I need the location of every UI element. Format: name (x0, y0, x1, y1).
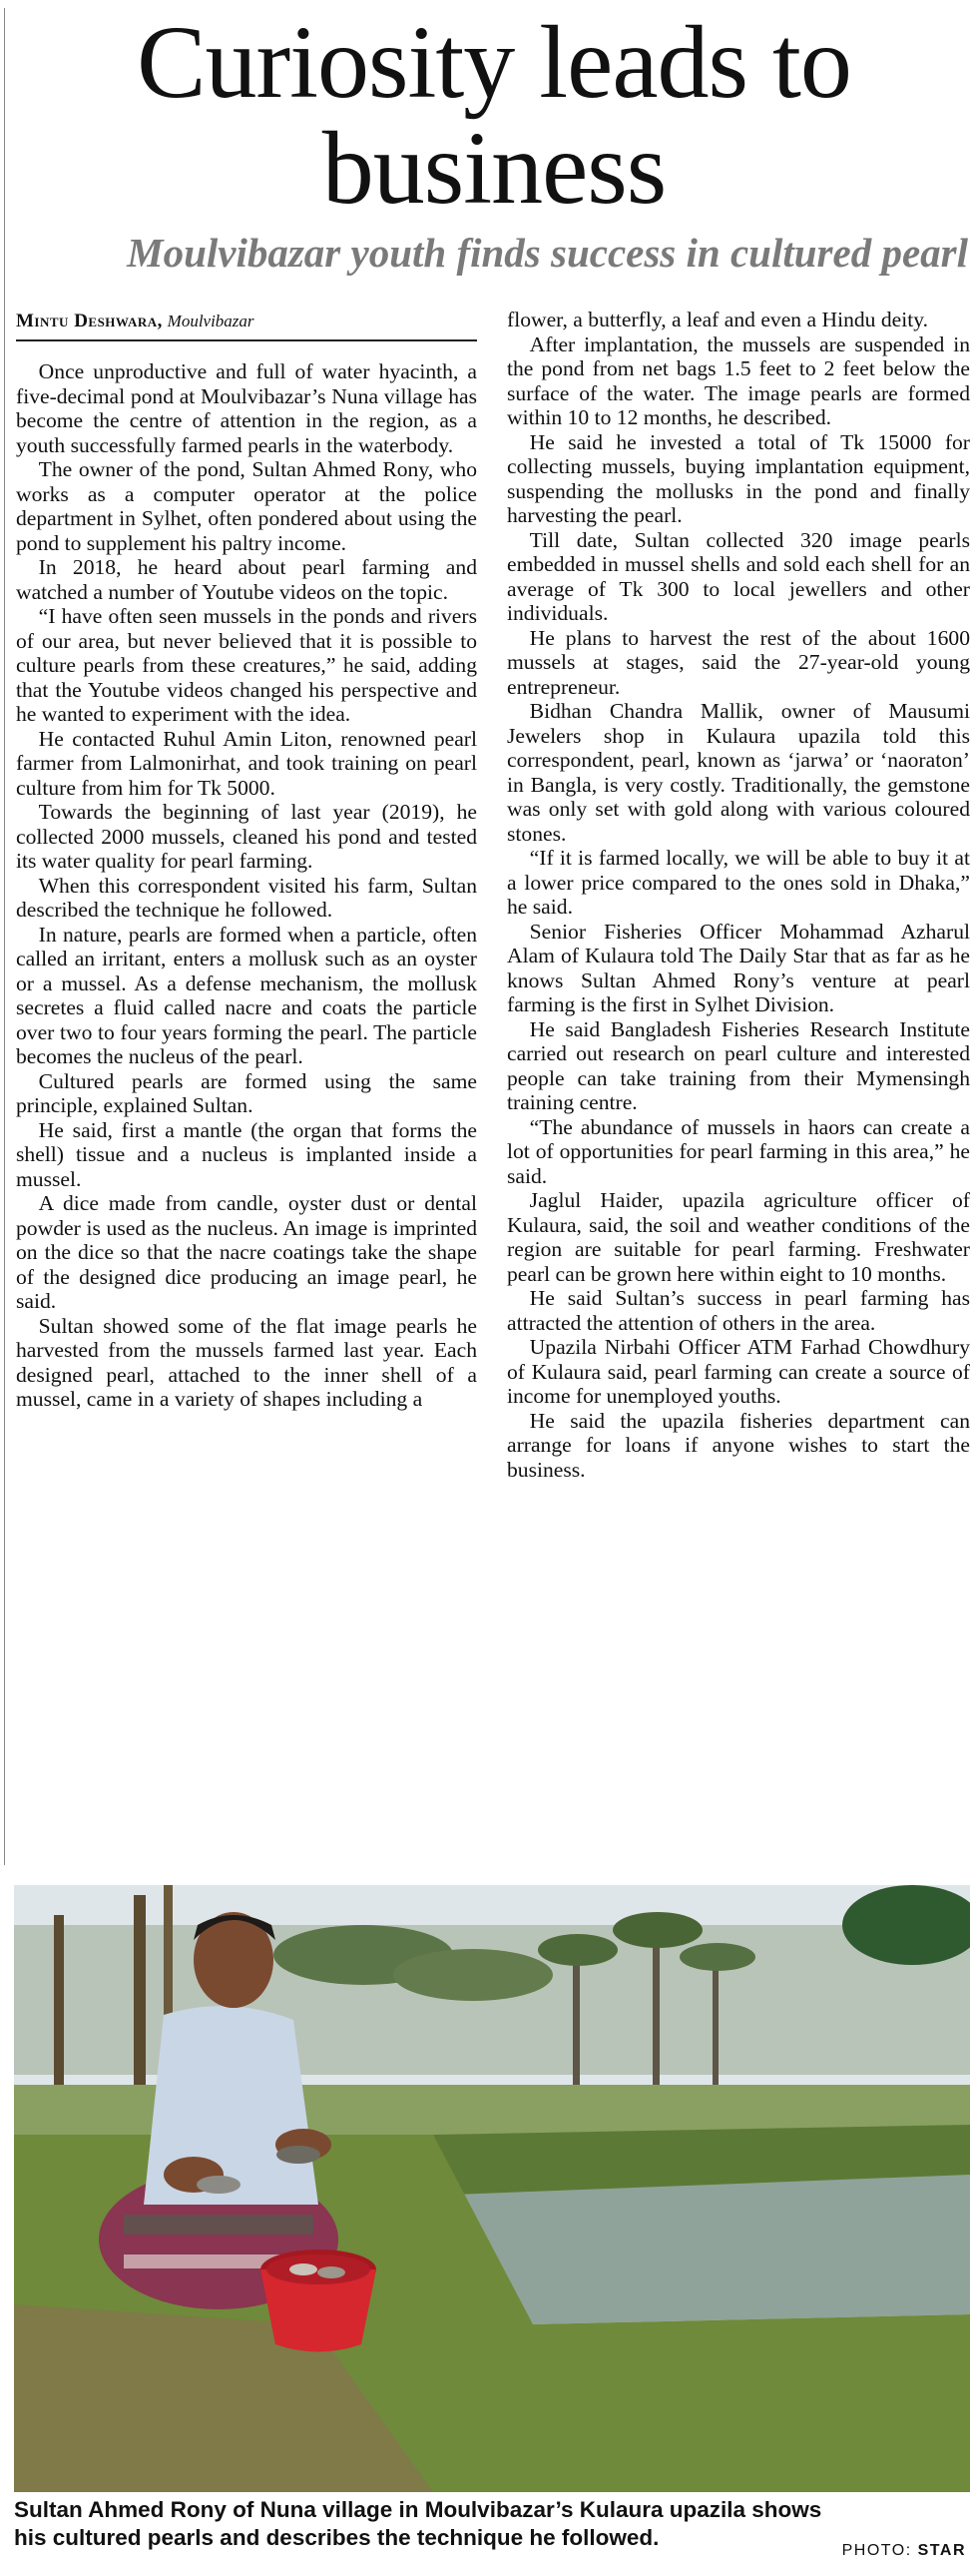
paragraph: Upazila Nirbahi Officer ATM Farhad Chowdhury of Kulaura said, pearl farming can create a source of income for unemployed youths. (507, 1335, 970, 1408)
mussel-shell-left (197, 2176, 241, 2194)
paragraph: He said, first a mantle (the organ that forms the shell) tissue and a nucleus is implanted inside a mussel. (16, 1117, 477, 1191)
pearl-farmer-photo (14, 1885, 970, 2492)
paragraph: In 2018, he heard about pearl farming and watched a number of Youtube videos on the topic. (16, 555, 477, 604)
column-rule (4, 8, 5, 1865)
mussel-shell-right (276, 2146, 320, 2164)
paragraph: He said he invested a total of Tk 15000 for collecting mussels, buying implantation equipment, suspending the mollusks in the pond and finally harvesting the pearl. (507, 429, 970, 527)
article-photo (14, 1885, 970, 2492)
byline-location: Moulvibazar (167, 312, 254, 330)
subheadline: Moulvibazar youth finds success in cultured pearl (127, 230, 968, 276)
paragraph: In nature, pearls are formed when a particle, often called an irritant, enters a mollusk such as an oyster or a mussel. As a defense mechanism, the mollusk secretes a fluid called nacre and coats the particle over two to four years forming the pearl. The particle becomes the nucleus of the pearl. (16, 922, 477, 1068)
paragraph: He plans to harvest the rest of the about 1600 mussels at stages, said the 27-year-old young entrepreneur. (507, 625, 970, 699)
paragraph: Till date, Sultan collected 320 image pearls embedded in mussel shells and sold each shell for an average of Tk 300 to local jewellers and other individuals. (507, 527, 970, 625)
paragraph: Cultured pearls are formed using the same principle, explained Sultan. (16, 1068, 477, 1117)
paragraph: A dice made from candle, oyster dust or dental powder is used as the nucleus. An image is imprinted on the dice so that the nacre coatings take the shape of the designed dice producing an image pearl, he said. (16, 1191, 477, 1313)
paragraph: “The abundance of mussels in haors can create a lot of opportunities for pearl farming in this area,” he said. (507, 1114, 970, 1188)
paragraph: Once unproductive and full of water hyacinth, a five-decimal pond at Moulvibazar’s Nuna village has become the centre of attention in the region, as a youth successfully farmed pearls in the waterbody. (16, 359, 477, 457)
paragraph: Towards the beginning of last year (2019), he collected 2000 mussels, cleaned his pond and tested its water quality for pearl farming. (16, 800, 477, 873)
paragraph: Sultan showed some of the flat image pearls he harvested from the mussels farmed last year. Each designed pearl, attached to the inner shell of a mussel, came in a variety of shapes including a (16, 1313, 477, 1411)
byline-author: Mintu Deshwara, (16, 311, 163, 331)
paragraph: He said Bangladesh Fisheries Research Institute carried out research on pearl culture and interested people can take training from their Mymensingh training centre. (507, 1016, 970, 1114)
headline: Curiosity leads to business (137, 5, 851, 226)
paragraph: The owner of the pond, Sultan Ahmed Rony, who works as a computer operator at the police department in Sylhet, often pondered about using the pond to supplement his paltry income. (16, 457, 477, 555)
photo-credit (842, 2542, 966, 2560)
paragraph: He said Sultan’s success in pearl farming has attracted the attention of others in the area. (507, 1286, 970, 1335)
paragraph: After implantation, the mussels are suspended in the pond from net bags 1.5 feet to 2 feet below the surface of the water. The image pearls are formed within 10 to 12 months, he described. (507, 331, 970, 429)
red-basket (260, 2250, 376, 2352)
byline (16, 310, 477, 341)
photo-credit-source: STAR (917, 2542, 966, 2559)
paragraph: Jaglul Haider, upazila agriculture officer of Kulaura, said, the soil and weather conditions of the region are suitable for pearl farming. Freshwater pearl can be grown here within eight to 10 months. (507, 1188, 970, 1286)
photo-credit-label: PHOTO: (841, 2542, 912, 2559)
paragraph: When this correspondent visited his farm, Sultan described the technique he followed. (16, 873, 477, 922)
paragraph: “If it is farmed locally, we will be able to buy it at a lower price compared to the ones sold in Dhaka,” he said. (507, 846, 970, 919)
article-column-2 (507, 308, 970, 1482)
paragraph: Senior Fisheries Officer Mohammad Azharul Alam of Kulaura told The Daily Star that as far as he knows Sultan Ahmed Rony’s venture at pearl farming is the first in Sylhet Division. (507, 919, 970, 1016)
paragraph-continuation: flower, a butterfly, a leaf and even a Hindu deity. (507, 308, 929, 331)
paragraph: “I have often seen mussels in the ponds and rivers of our area, but never believed that it is possible to culture pearls from these creatures,” he said, adding that the Youtube videos changed his perspective and he wanted to experiment with the idea. (16, 604, 477, 726)
paragraph: He said the upazila fisheries department can arrange for loans if anyone wishes to start the business. (507, 1408, 970, 1482)
photo-caption: Sultan Ahmed Rony of Nuna village in Moulvibazar’s Kulaura upazila shows his cultured pearls and describes the technique he followed. (14, 2497, 822, 2550)
paragraph: Bidhan Chandra Mallik, owner of Mausumi Jewelers shop in Kulaura upazila told this correspondent, pearl, known as ‘jarwa’ or ‘naoraton’ in Bangla, is very costly. Traditionally, the gemstone was only set with gold along with various coloured stones. (507, 699, 970, 846)
article-column-1 (16, 359, 477, 1412)
paragraph: He contacted Ruhul Amin Liton, renowned pearl farmer from Lalmonirhat, and took training on pearl culture from him for Tk 5000. (16, 726, 477, 800)
